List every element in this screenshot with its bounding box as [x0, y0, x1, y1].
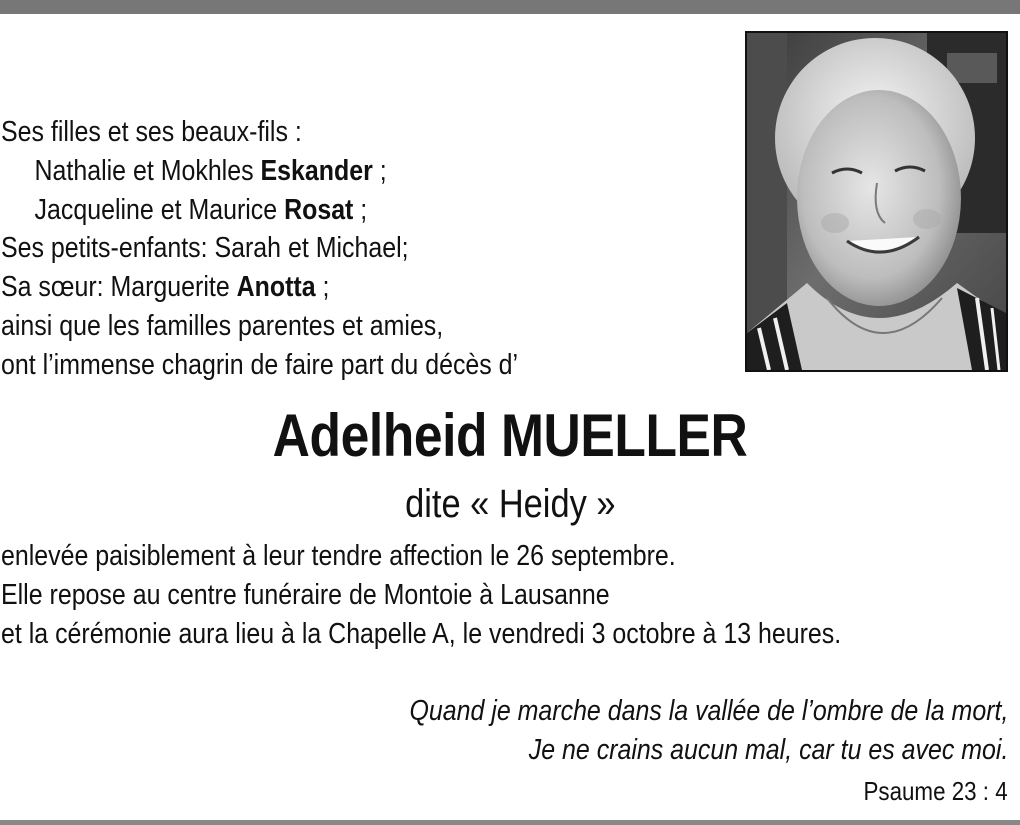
surname-eskander: Eskander [260, 154, 373, 187]
top-rule [0, 0, 1020, 14]
intro-line-announcement: ont l’immense chagrin de faire part du décès d’ [1, 348, 519, 381]
bottom-rule [0, 820, 1020, 825]
deceased-alias: dite « Heidy » [404, 482, 616, 526]
intro-line-eskander: Nathalie et Mokhles Eskander ; [34, 154, 387, 187]
details-line-ceremony: et la cérémonie aura lieu à la Chapelle A, le vendredi 3 octobre à 13 heures. [1, 617, 842, 650]
verse-line-2: Je ne crains aucun mal, car tu es avec moi. [528, 733, 1008, 766]
intro-line-families: ainsi que les familles parentes et amies, [1, 309, 444, 342]
verse-reference: Psaume 23 : 4 [863, 776, 1008, 806]
deceased-name: Adelheid MUELLER [272, 402, 748, 469]
ceremony-details [1, 537, 1016, 653]
psalm-verse [312, 692, 1008, 769]
details-line-passing: enlevée paisiblement à leur tendre affection le 26 septembre. [1, 540, 676, 572]
surname-rosat: Rosat [284, 193, 354, 226]
intro-line-daughters: Ses filles et ses beaux-fils : [1, 116, 302, 148]
details-line-funeral-center: Elle repose au centre funéraire de Montoie à Lausanne [1, 578, 610, 611]
intro-line-sister: Sa sœur: Marguerite Anotta ; [1, 271, 330, 304]
intro-line-grandchildren: Ses petits-enfants: Sarah et Michael; [1, 232, 409, 265]
family-announcement [1, 113, 721, 385]
portrait-photo [745, 31, 1008, 372]
surname-anotta: Anotta [236, 271, 316, 304]
verse-line-1: Quand je marche dans la vallée de l’ombre de la mort, [409, 695, 1008, 727]
intro-line-rosat: Jacqueline et Maurice Rosat ; [34, 193, 368, 226]
